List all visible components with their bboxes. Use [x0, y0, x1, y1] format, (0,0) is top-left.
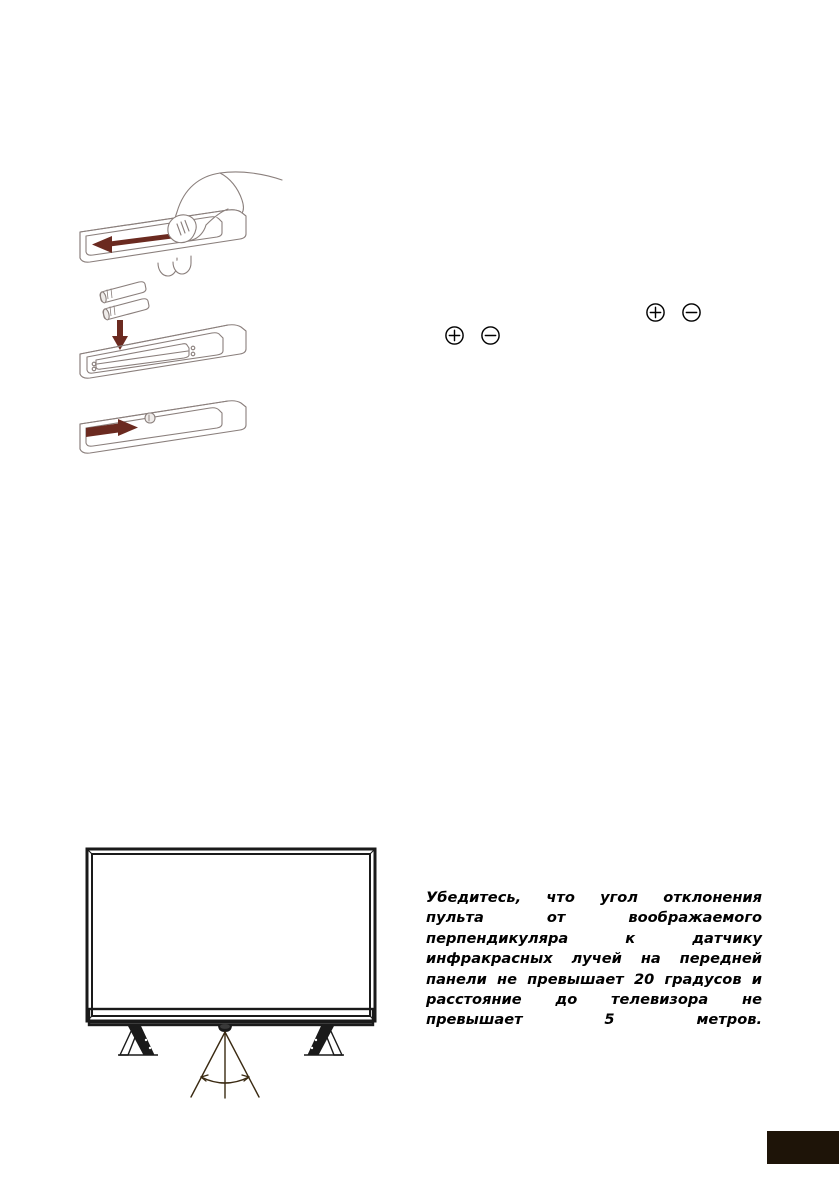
tv-stand-left: [118, 1025, 158, 1055]
cover-latch-icon: [145, 413, 155, 423]
remote-step1-illustration: [60, 170, 300, 285]
plus-circle-icon: [444, 325, 465, 346]
remote-step2-illustration: [60, 278, 300, 383]
minus-circle-icon: [480, 325, 501, 346]
minus-circle-icon: [681, 302, 702, 323]
figure-remote-open-battery-cover: [60, 170, 300, 285]
page-marker: [767, 1131, 839, 1164]
tv-stand-right: [304, 1025, 344, 1055]
battery-icon-2: [102, 299, 149, 321]
figure-remote-close-battery-cover: [60, 390, 300, 470]
figure-tv-front-view: [78, 840, 388, 1100]
polarity-pair-upper: [645, 302, 702, 323]
ir-angle-note: [426, 888, 762, 1051]
tv-illustration: [78, 840, 388, 1100]
polarity-gap: [465, 335, 480, 336]
remote-step3-illustration: [60, 390, 300, 470]
ir-angle-note-text: Убедитесь, что угол отклонения пульта от воображаемого перпендикуляра к датчику инфракрасных лучей на передней панели не превышает 20 градусов и расстояние до телевизора не превышает 5 метров.: [426, 889, 762, 1029]
polarity-gap: [666, 312, 681, 313]
plus-circle-icon: [645, 302, 666, 323]
figure-remote-insert-batteries: [60, 278, 300, 383]
polarity-pair-lower: [444, 325, 501, 346]
ir-angle-cone: [191, 1032, 259, 1098]
ir-sensor-icon: [218, 1024, 232, 1032]
